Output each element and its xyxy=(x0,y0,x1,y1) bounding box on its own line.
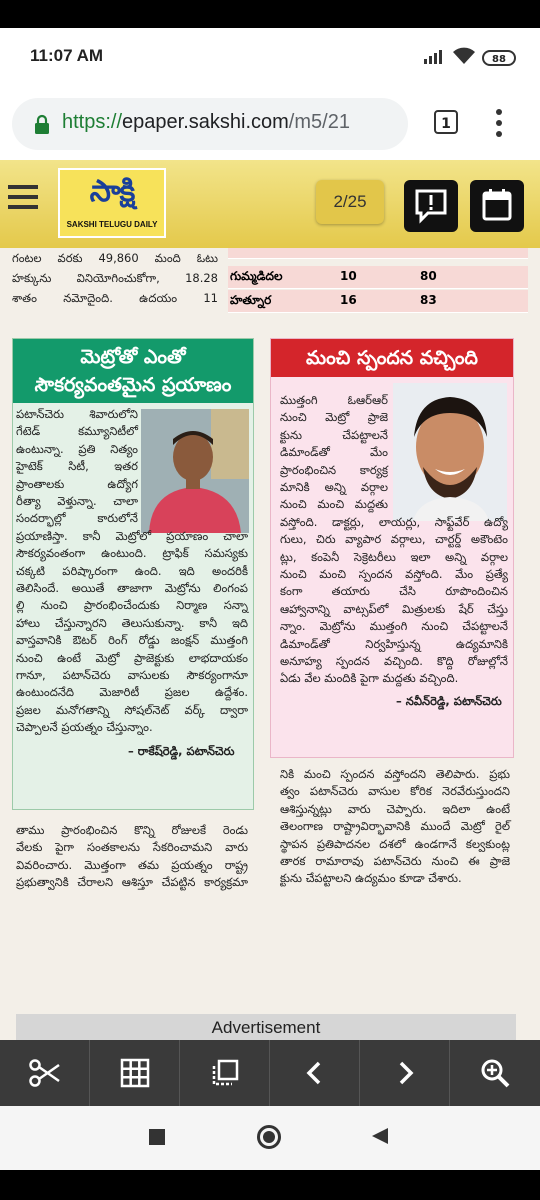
continuation-line: ప్రభుత్వానికి చేరాలని ఆశిస్తూ చేపట్టిన కార్యక్రమా xyxy=(16,875,248,890)
signal-icon xyxy=(424,48,446,64)
continuation-line: క్టును చేపట్టాలని ఉద్యమం కూడా చేశారు. xyxy=(280,871,462,886)
hamburger-menu-icon[interactable] xyxy=(8,184,38,210)
right-text-line: గులు, చిరు వ్యాపార వర్గాలు, చార్టర్డ్ అకౌంటెం xyxy=(280,532,508,547)
right-text-line: నుంచి మంచి స్పందన వస్తోంది. మేం ప్రత్యే xyxy=(280,567,508,581)
previous-page-button[interactable] xyxy=(270,1040,360,1106)
reader-toolbar xyxy=(0,1040,540,1106)
continuation-line: వేలకు పైగా సంతకాలను సేకరించామని వారు xyxy=(16,840,248,855)
right-text-line: డిమాండ్‌తో నిర్వహిస్తున్న ఉద్యమానికి xyxy=(280,636,508,651)
table-row xyxy=(228,248,528,259)
system-navigation-bar xyxy=(0,1106,540,1170)
bottom-bezel xyxy=(0,1170,540,1200)
right-text-line: న్నాం. మెట్రోను ముత్తంగి నుంచి చేపట్టాలనే xyxy=(280,619,508,634)
left-article-signature: – రాకేష్‌రెడ్డి, పటాన్‌చెరు xyxy=(128,744,235,758)
left-text-line: చెప్పాలనే ప్రయత్నం చేస్తున్నాం. xyxy=(16,720,153,735)
left-text-line: ప్రాంతాలకు ఉద్యోగ xyxy=(16,476,138,491)
pages-icon xyxy=(209,1057,241,1089)
right-text-line: ప్రారంభించిన కార్యక్ర xyxy=(280,462,388,477)
left-text-line: చక్కటి పరిష్కారంగా ఉంది. ఇది అందరికీ xyxy=(16,563,248,578)
continuation-line: ఆశిస్తున్నట్లు వారు చెప్పారు. ఇదిలా ఉంటే xyxy=(280,801,510,816)
zoom-button[interactable] xyxy=(450,1040,540,1106)
left-article-headline xyxy=(13,339,253,403)
right-text-line: క్టును చేపట్టాలనే xyxy=(280,427,388,442)
left-text-line: ప్రయాణిస్తా. కానీ మెట్రోలో ప్రయాణం చాలా xyxy=(16,528,248,543)
right-text-line: ఏడు వేల మందికి పైగా మద్దతు వచ్చింది. xyxy=(280,671,459,686)
url-scheme: https:// xyxy=(62,111,123,133)
battery-indicator: 88 xyxy=(482,50,516,66)
chevron-left-icon xyxy=(299,1057,331,1089)
wifi-icon xyxy=(452,46,476,66)
recents-icon[interactable] xyxy=(148,1128,166,1146)
rakesh-reddy-photo xyxy=(141,409,249,533)
continuation-line: తెలంగాణ రాష్ట్రావిర్భావానికి ముందే మెట్రో రైల్ xyxy=(280,819,510,834)
left-text-line: నుంచి ఉంటే మెట్రో ప్రాజెక్టుకు లాభదాయకం xyxy=(16,650,248,665)
more-options-icon[interactable] xyxy=(494,108,504,138)
headline-line-2: సౌకర్యవంతమైన ప్రయాణం xyxy=(34,374,232,396)
continuation-line: తారక రామారావు పటాన్‌చెరు నుంచి ఈ ప్రాజె xyxy=(280,854,510,868)
left-text-line: రీత్యా వెళ్తున్నా. చాలా xyxy=(16,494,138,508)
lock-icon xyxy=(34,114,50,134)
continuation-line: స్థాపన ప్రతిపాదనల దశలో ఉండగానే కల్వకుంట్ల xyxy=(280,836,510,851)
chevron-right-icon xyxy=(389,1057,421,1089)
calendar-icon xyxy=(470,180,524,232)
left-text-line: ప్రజల మనోగతాన్ని సోషల్‌నెట్ వర్క్ ద్వారా xyxy=(16,702,248,717)
back-icon[interactable] xyxy=(370,1126,390,1146)
clip-button[interactable] xyxy=(0,1040,90,1106)
pages-button[interactable] xyxy=(180,1040,270,1106)
exclamation-comment-icon xyxy=(404,180,458,232)
continuation-line: వివరించారు. మొత్తంగా తమ ప్రయత్నం రాష్ట్ర xyxy=(16,857,248,872)
logo-subtitle: SAKSHI TELUGU DAILY xyxy=(66,220,158,229)
right-article-signature: – నవీన్‌రెడ్డి, పటాన్‌చెరు xyxy=(396,694,502,708)
table-cell-name: హత్నూర xyxy=(230,293,272,307)
sakshi-logo[interactable] xyxy=(58,168,166,238)
left-text-line: ఉంటున్నా. ప్రతి నిత్యం xyxy=(16,441,138,456)
table-cell-b: 83 xyxy=(420,293,437,307)
url-bar[interactable] xyxy=(12,98,408,150)
table-cell-name: గుమ్మడిదల xyxy=(230,269,283,283)
headline-line-1: మెట్రోతో ఎంతో xyxy=(80,346,186,368)
top-text-line-2: హక్కును వినియోగించుకోగా, 18.28 xyxy=(12,271,218,285)
next-page-button[interactable] xyxy=(360,1040,450,1106)
right-text-line: నుంచి మెట్రో ప్రాజె xyxy=(280,410,388,425)
table-cell-a: 10 xyxy=(340,269,357,283)
calendar-button[interactable] xyxy=(470,180,524,232)
scissors-icon xyxy=(29,1057,61,1089)
home-icon[interactable] xyxy=(256,1124,282,1150)
feedback-button[interactable] xyxy=(404,180,458,232)
continuation-line: త్వం పటాన్‌చెరు వాసుల కోరిక నెరవేరుస్తుందని xyxy=(280,784,510,799)
right-text-line: కంగా తయారు చేసి రూపొందించిన xyxy=(280,584,508,599)
right-text-line: డిమాండ్‌తో మేం xyxy=(280,445,388,460)
advertisement-banner[interactable]: Advertisement xyxy=(16,1014,516,1040)
logo-text: సాక్షి xyxy=(89,174,135,209)
right-text-line: ముత్తంగి ఓఆర్‌ఆర్ xyxy=(280,393,388,407)
left-text-line: హాలు చేస్తున్నారని తెలుసుకున్నా. కానీ ఇది xyxy=(16,615,248,630)
table-row xyxy=(228,290,528,313)
left-text-line: తెలిసిందే. అయితే తాజాగా మెట్రోను లింగంప xyxy=(16,581,248,595)
table-row xyxy=(228,266,528,289)
left-text-line: వాస్తవానికి ఔటర్ రింగ్ రోడ్డు జంక్షన్ ముత్తంగి xyxy=(16,633,248,648)
zoom-in-icon xyxy=(479,1057,511,1089)
left-text-line: సౌకర్యవంతంగా ఉంటుంది. ట్రాఫిక్ సమస్యకు xyxy=(16,546,248,561)
browser-toolbar xyxy=(0,90,540,160)
tab-switcher-button[interactable]: 1 xyxy=(434,110,458,134)
left-text-line: ల్లి నుంచి ప్రారంభించేందుకు నిర్మాణ సన్నా xyxy=(16,598,248,613)
status-time: 11:07 AM xyxy=(30,46,104,65)
right-text-line: వస్తోంది. డాక్టర్లు, లాయర్లు, సాఫ్ట్‌వేర్ ఉద్యో xyxy=(280,514,508,529)
url-domain: epaper.sakshi.com xyxy=(122,111,289,133)
top-text-line-3: శాతం నమోదైంది. ఉదయం 11 xyxy=(12,291,218,305)
naveen-reddy-photo xyxy=(393,383,507,521)
left-text-line: గేటెడ్ కమ్యూనిటీలో xyxy=(16,424,138,439)
left-text-line: గానూ, పటాన్‌చెరు వాసులకు సౌకర్యంగానూ xyxy=(16,668,248,682)
right-text-line: మానికి అన్ని వర్గాల xyxy=(280,480,388,494)
left-text-line: హైటెక్ సిటీ, ఇతర xyxy=(16,459,138,474)
top-bezel xyxy=(0,0,540,28)
grid-icon xyxy=(119,1057,151,1089)
left-text-line: ఉంటుందనేది మెజారిటీ ప్రజల ఉద్దేశం. xyxy=(16,685,248,700)
url-path: /m5/21 xyxy=(288,111,350,133)
status-bar xyxy=(0,28,540,90)
table-cell-b: 80 xyxy=(420,269,437,283)
thumbnails-button[interactable] xyxy=(90,1040,180,1106)
page-indicator-button[interactable]: 2/25 xyxy=(316,180,384,224)
top-text-line-1: గంటల వరకు 49,860 మంది ఓటు xyxy=(12,251,218,265)
epaper-page[interactable] xyxy=(0,248,540,1040)
right-text-line: ఆహ్వానాన్ని వాట్సప్‌లో మిత్రులకు షేర్ చేస్తు xyxy=(280,601,508,616)
continuation-line: తాము ప్రారంభించిన కొన్ని రోజులకే రెండు xyxy=(16,823,248,837)
url-text xyxy=(62,111,350,134)
continuation-line: నికి మంచి స్పందన వస్తోందని తెలిపారు. ప్రభు xyxy=(280,767,510,781)
right-text-line: అనూహ్య స్పందన వచ్చింది. కొద్ది రోజుల్లోనే xyxy=(280,654,508,668)
table-cell-a: 16 xyxy=(340,293,357,307)
left-text-line: పటాన్‌చెరు శివారులోని xyxy=(16,407,138,421)
app-header xyxy=(0,160,540,248)
left-text-line: సందర్భాల్లో కారులోనే xyxy=(16,511,138,526)
right-article-headline: మంచి స్పందన వచ్చింది xyxy=(271,339,513,377)
right-text-line: ట్లు, కంపెనీ సెక్రెటరీలు ఇలా అన్ని వర్గాల xyxy=(280,549,508,564)
right-text-line: నుంచి మంచి మద్దతు xyxy=(280,497,388,512)
